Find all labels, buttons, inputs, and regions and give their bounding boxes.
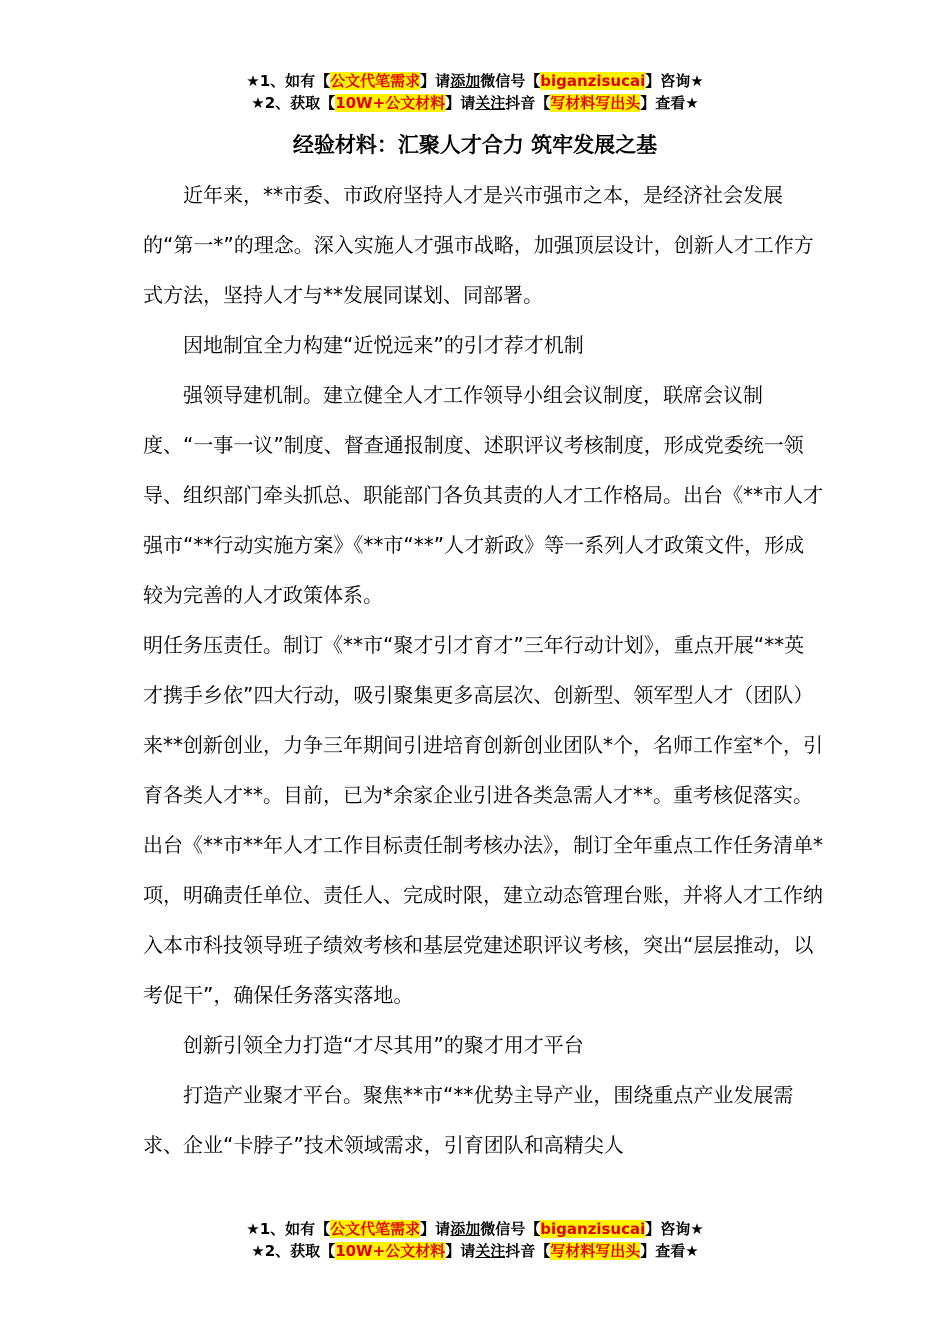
promo-douyin-id: 写材料写出头 — [550, 1242, 641, 1260]
promo-line-1: ★1、如有【公文代笔需求】请添加微信号【biganzisucai】咨询★ — [246, 72, 704, 90]
promo-highlight: 10W+公文材料 — [335, 94, 446, 112]
paragraph: 近年来，**市委、市政府坚持人才是兴市强市之本，是经济社会发展的“第一*”的理念。深入实施人才强市战略，加强顶层设计，创新人才工作方式方法，坚持人才与**发展同谋划、同部署。 — [143, 183, 814, 307]
section-heading: 创新引领全力打造“才尽其用”的聚才用才平台 — [183, 1033, 584, 1057]
paragraph: 强领导建机制。建立健全人才工作领导小组会议制度，联席会议制度、“一事一议”制度、督查通报制度、述职评议考核制度，形成党委统一领导、组织部门牵头抓总、职能部门各负其责的人才工作格局。出台《**市人才强市“**行动实施方案》《**市“**”人才新政》等一系列人才政策文件，形成较为完善的人才政策体系。 — [143, 383, 823, 607]
promo-highlight: 10W+公文材料 — [335, 1242, 446, 1260]
section-heading: 因地制宜全力构建“近悦远来”的引才荐才机制 — [183, 333, 584, 357]
paragraph: 明任务压责任。制订《**市“聚才引才育才”三年行动计划》，重点开展“**英才携手乡依”四大行动，吸引聚集更多高层次、创新型、领军型人才（团队）来**创新创业，力争三年期间引进培育创新创业团队*个，名师工作室*个，引育各类人才**。目前，已为*余家企业引进各类急需人才**。重考核促落实。出台《**市**年人才工作目标责任制考核办法》，制订全年重点工作任务清单*项，明确责任单位、责任人、完成时限，建立动态管理台账，并将人才工作纳入本市科技领导班子绩效考核和基层党建述职评议考核，突出“层层推动，以考促干”，确保任务落实落地。 — [143, 633, 823, 1007]
promo-highlight: 公文代笔需求 — [330, 1220, 421, 1238]
promo-banner-bottom — [0, 1218, 950, 1262]
promo-douyin-id: 写材料写出头 — [550, 94, 641, 112]
promo-wechat-id: biganzisucai — [540, 1220, 646, 1238]
promo-highlight: 公文代笔需求 — [330, 72, 421, 90]
promo-line-1: ★1、如有【公文代笔需求】请添加微信号【biganzisucai】咨询★ — [246, 1220, 704, 1238]
document-title: 经验材料：汇聚人才合力 筑牢发展之基 — [292, 133, 658, 157]
paragraph: 打造产业聚才平台。聚焦**市“**优势主导产业，围绕重点产业发展需求、企业“卡脖子”技术领域需求，引育团队和高精尖人 — [143, 1083, 794, 1157]
promo-line-2: ★2、获取【10W+公文材料】请关注抖音【写材料写出头】查看★ — [251, 94, 699, 112]
document-body — [143, 170, 823, 1170]
promo-banner-top — [0, 70, 950, 114]
promo-line-2: ★2、获取【10W+公文材料】请关注抖音【写材料写出头】查看★ — [251, 1242, 699, 1260]
promo-wechat-id: biganzisucai — [540, 72, 646, 90]
